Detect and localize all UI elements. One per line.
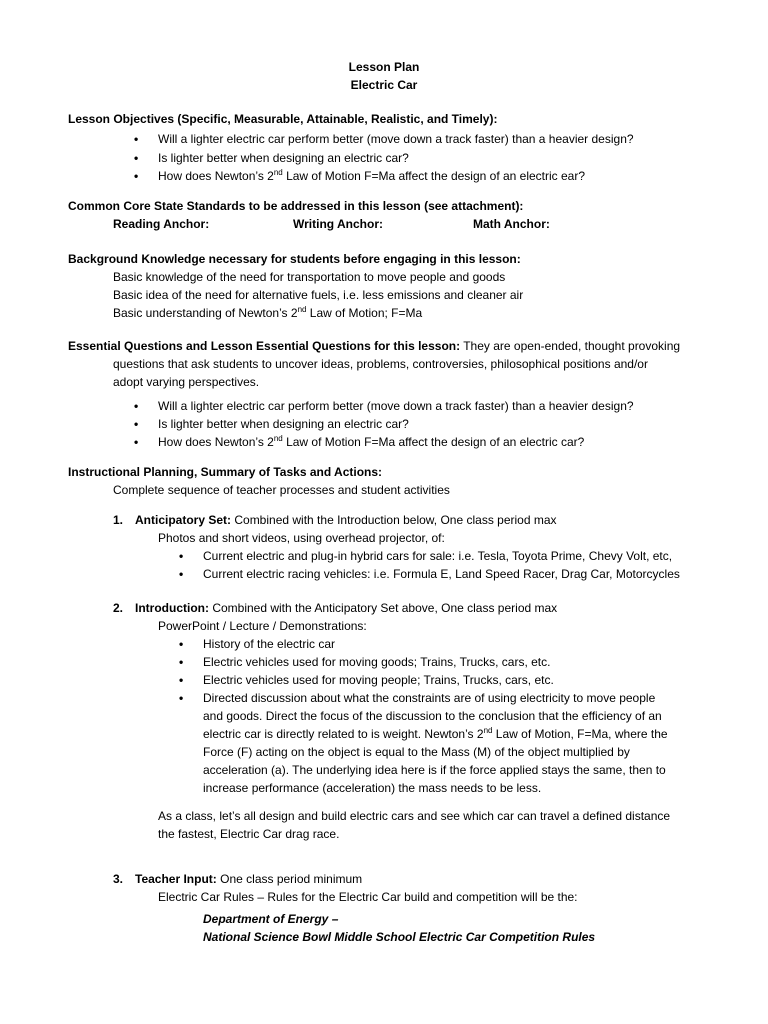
step-text: Combined with the Introduction below, One class period max	[231, 513, 557, 527]
step-label: Anticipatory Set:	[135, 513, 232, 527]
writing-anchor-label: Writing Anchor:	[293, 217, 383, 231]
background-item: Basic understanding of Newton’s 2nd Law of Motion; F=Ma	[113, 305, 423, 320]
essential-intro-line: questions that ask students to uncover ideas, problems, controversies, philosophical positions and/or	[113, 357, 648, 371]
objectives-heading: Lesson Objectives (Specific, Measurable, Attainable, Realistic, and Timely):	[68, 112, 498, 126]
step-text: Combined with the Anticipatory Set above, One class period max	[208, 601, 558, 615]
essential-item: • How does Newton’s 2nd Law of Motion F=Ma affect the design of an electric car?	[158, 433, 584, 451]
step-anticipatory-set	[135, 511, 557, 529]
essential-heading: Essential Questions and Lesson Essential Questions for this lesson:	[68, 339, 461, 353]
objective-item: • Will a lighter electric car perform better (move down a track faster) than a heavier design?	[158, 130, 634, 148]
class-line: the fastest, Electric Car drag race.	[158, 827, 340, 841]
essential-item: • Will a lighter electric car perform better (move down a track faster) than a heavier design?	[158, 397, 634, 415]
discussion-line: increase performance (acceleration) the mass needs to be less.	[203, 781, 542, 795]
math-anchor-label: Math Anchor:	[473, 217, 550, 231]
discussion-line: acceleration (a). The underlying idea here is if the force applied stays the same, then to	[203, 763, 666, 777]
rules-reference: Department of Energy –	[203, 912, 339, 926]
discussion-line: • Directed discussion about what the constraints are of using electricity to move people	[203, 689, 655, 707]
discussion-line: electric car is directly related to is weight. Newton’s 2nd Law of Motion, F=Ma, where the	[203, 726, 668, 741]
background-heading: Background Knowledge necessary for students before engaging in this lesson:	[68, 252, 521, 266]
step-item: • Electric vehicles used for moving people; Trains, Trucks, cars, etc.	[203, 671, 554, 689]
background-item: Basic knowledge of the need for transportation to move people and goods	[113, 270, 506, 284]
step-number: 1.	[113, 513, 124, 527]
essential-intro	[68, 337, 680, 355]
background-item: Basic idea of the need for alternative fuels, i.e. less emissions and cleaner air	[113, 288, 524, 302]
class-line: As a class, let’s all design and build electric cars and see which car can travel a defined distance	[158, 809, 671, 823]
step-label: Teacher Input:	[135, 872, 217, 886]
planning-subheading: Complete sequence of teacher processes and student activities	[113, 483, 450, 497]
discussion-line: and goods. Direct the focus of the discussion to the conclusion that the efficiency of an	[203, 709, 662, 723]
step-item: • Electric vehicles used for moving goods; Trains, Trucks, cars, etc.	[203, 653, 550, 671]
step-teacher-input	[135, 870, 362, 888]
step-label: Introduction:	[135, 601, 209, 615]
step-text: One class period minimum	[216, 872, 363, 886]
step-number: 3.	[113, 872, 124, 886]
objective-item: • How does Newton’s 2nd Law of Motion F=Ma affect the design of an electric ear?	[158, 167, 585, 185]
step-sub: Electric Car Rules – Rules for the Electric Car build and competition will be the:	[158, 890, 578, 904]
step-sub: Photos and short videos, using overhead projector, of:	[158, 531, 445, 545]
step-introduction	[135, 599, 557, 617]
planning-heading: Instructional Planning, Summary of Tasks and Actions:	[68, 465, 383, 479]
step-item: • Current electric and plug-in hybrid cars for sale: i.e. Tesla, Toyota Prime, Chevy Volt, etc,	[203, 547, 672, 565]
essential-item: • Is lighter better when designing an electric car?	[158, 415, 409, 433]
rules-reference: National Science Bowl Middle School Electric Car Competition Rules	[203, 930, 596, 944]
standards-heading: Common Core State Standards to be addressed in this lesson (see attachment):	[68, 199, 524, 213]
objective-item: • Is lighter better when designing an electric car?	[158, 149, 409, 167]
step-number: 2.	[113, 601, 124, 615]
essential-intro-line: adopt varying perspectives.	[113, 375, 260, 389]
page-title: Lesson Plan	[348, 60, 420, 74]
page-subtitle: Electric Car	[350, 78, 418, 92]
essential-intro-text: They are open-ended, thought provoking	[460, 339, 681, 353]
discussion-line: Force (F) acting on the object is equal to the Mass (M) of the object multiplied by	[203, 745, 630, 759]
step-item: • History of the electric car	[203, 635, 335, 653]
reading-anchor-label: Reading Anchor:	[113, 217, 210, 231]
step-item: • Current electric racing vehicles: i.e. Formula E, Land Speed Racer, Drag Car, Motorcycles	[203, 565, 680, 583]
step-sub: PowerPoint / Lecture / Demonstrations:	[158, 619, 367, 633]
